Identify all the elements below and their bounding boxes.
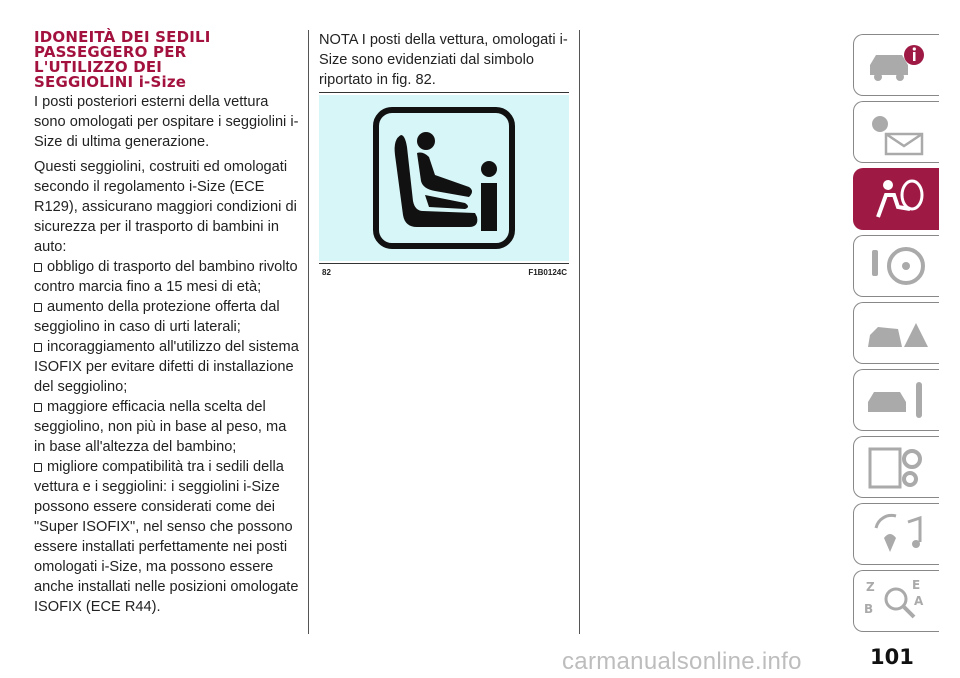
figure-top-rule	[319, 92, 569, 93]
figure-number: 82	[322, 268, 331, 277]
bullet-box-icon	[34, 343, 42, 352]
bullet-box-icon	[34, 463, 42, 472]
heading-line: IDONEITÀ DEI SEDILI	[34, 28, 211, 46]
regulation-paragraph: Questi seggiolini, costruiti ed omologati secondo il regolamento i-Size (ECE R129), assicurano maggiori condizioni di sicurezza per il trasporto di bambini in auto:	[34, 159, 297, 255]
section-heading	[34, 30, 299, 90]
tab-technical-data[interactable]	[853, 436, 939, 498]
tab-lights[interactable]	[853, 101, 939, 163]
intro-paragraph: I posti posteriori esterni della vettura sono omologati per ospitare i seggiolini i-Size di ultima generazione.	[34, 94, 299, 150]
bullet-item	[34, 457, 299, 617]
figure-bottom-rule	[319, 263, 569, 264]
signal-music-icon	[862, 508, 932, 560]
figure-82	[319, 92, 569, 284]
alphabetical-index-icon	[862, 575, 932, 627]
tab-multimedia[interactable]	[853, 503, 939, 565]
bullet-text: incoraggiamento all'utilizzo del sistema ISOFIX per evitare difetti di installazione del seggiolino;	[34, 339, 299, 395]
bullet-text: obbligo di trasporto del bambino rivolto contro marcia fino a 15 mesi di età;	[34, 259, 298, 295]
svg-text:Z: Z	[866, 580, 875, 594]
heading-line: PASSEGGERO PER	[34, 43, 187, 61]
watermark[interactable]: carmanualsonline.info	[562, 648, 802, 675]
heading-line: L'UTILIZZO DEI	[34, 58, 163, 76]
heading-line: SEGGIOLINI i-Size	[34, 73, 187, 91]
bullet-box-icon	[34, 303, 42, 312]
column-divider	[308, 30, 309, 634]
bullet-box-icon	[34, 263, 42, 272]
column-divider	[579, 30, 580, 634]
car-info-icon	[862, 39, 932, 91]
bullet-item	[34, 337, 299, 397]
bullet-item	[34, 297, 299, 337]
bullet-text: maggiore efficacia nella scelta del seggiolino, non più in base al peso, ma in base all'altezza del bambino;	[34, 399, 287, 455]
car-wrench-icon	[862, 374, 932, 426]
tab-maintenance[interactable]	[853, 369, 939, 431]
tab-safety[interactable]	[853, 168, 939, 230]
note-paragraph: NOTA I posti della vettura, omologati i-Size sono evidenziati dal simbolo riportato in fig. 82.	[319, 32, 568, 88]
i-size-child-seat-icon	[319, 95, 569, 261]
tab-start-drive[interactable]	[853, 235, 939, 297]
svg-text:E: E	[912, 578, 921, 592]
lights-envelope-icon	[862, 106, 932, 158]
key-steering-wheel-icon	[862, 240, 932, 292]
left-column	[34, 30, 299, 617]
page-number: 101	[870, 645, 914, 669]
bullet-item	[34, 397, 299, 457]
tab-emergency[interactable]	[853, 302, 939, 364]
bullet-box-icon	[34, 403, 42, 412]
list-gears-icon	[862, 441, 932, 493]
svg-text:B: B	[864, 602, 874, 616]
figure-code: F1B0124C	[528, 268, 567, 277]
svg-text:A: A	[914, 594, 924, 608]
figure-background	[319, 95, 569, 261]
bullet-item	[34, 257, 299, 297]
car-crash-warning-icon	[862, 307, 932, 359]
tab-index[interactable]	[853, 570, 939, 632]
bullet-text: migliore compatibilità tra i sedili della vettura e i seggiolini: i seggiolini i-Size possono essere considerati come dei "Super ISOFIX", nel senso che possono essere installati perfettamente nei posti omologati i-Size, ma possono essere anche installati nelle posizioni omologate ISOFIX (ECE R44).	[34, 459, 299, 615]
middle-column	[319, 30, 569, 95]
tab-car-info[interactable]	[853, 34, 939, 96]
seat-airbag-icon	[862, 173, 932, 225]
bullet-text: aumento della protezione offerta dal seggiolino in caso di urti laterali;	[34, 299, 280, 335]
